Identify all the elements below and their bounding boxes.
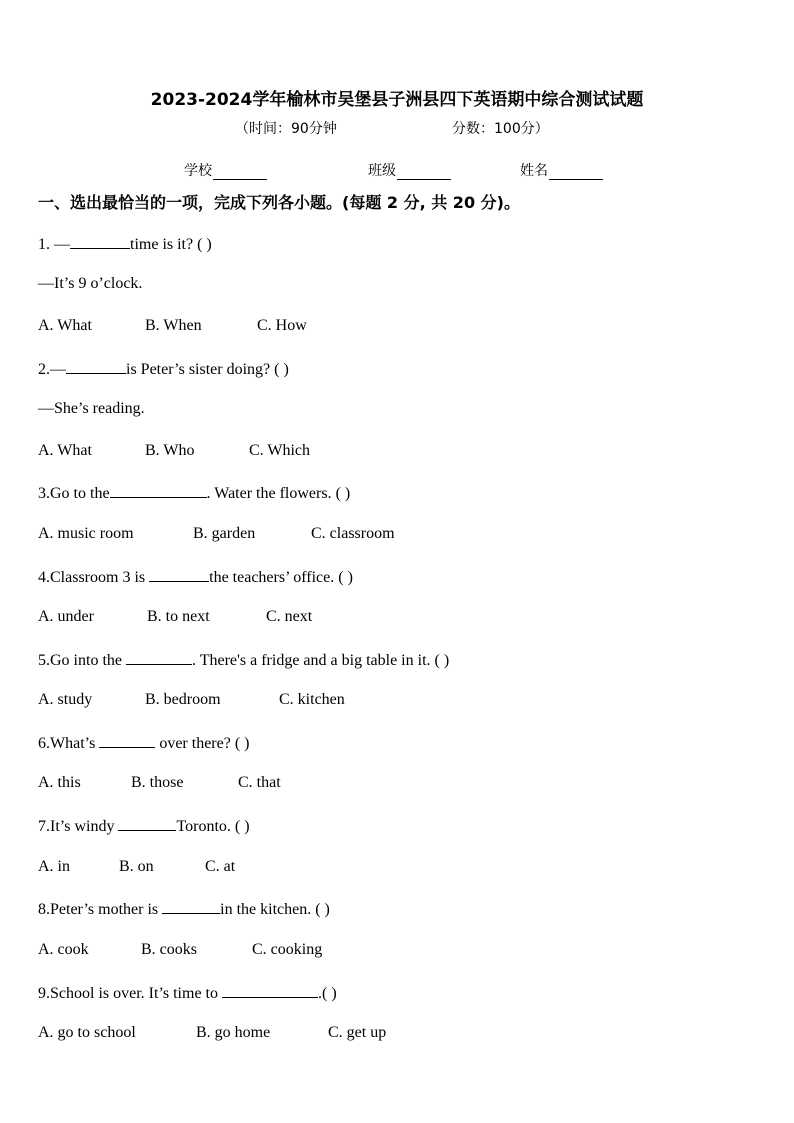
question-text: .( ) [318,985,337,1002]
question-text: time is it? ( ) [130,236,212,253]
question-text: 5.Go into the [38,652,126,669]
question-7 [38,815,250,837]
dialogue-line-2: —She’s reading. [38,400,145,417]
answer-blank[interactable] [99,732,155,748]
question-text: 8.Peter’s mother is [38,901,163,918]
question-text: is Peter’s sister doing? ( ) [126,361,289,378]
option-c[interactable]: C. Which [249,442,311,459]
question-text: . Water the flowers. ( ) [206,485,351,502]
option-c[interactable]: C. next [266,608,313,625]
class-field [368,160,451,180]
option-b[interactable]: B. When [145,317,202,334]
question-text: . There's a fridge and a big table in it. ( ) [192,652,450,669]
option-b[interactable]: B. go home [196,1024,271,1041]
name-field [520,160,603,180]
question-text: 1. — [38,236,70,253]
answer-blank[interactable] [70,233,130,249]
option-b[interactable]: B. Who [145,442,195,459]
question-2 [38,358,289,380]
question-text: 7.It’s windy [38,818,119,835]
option-b[interactable]: B. to next [147,608,210,625]
dialogue-line-1: —It’s 9 o’clock. [38,275,143,292]
name-blank[interactable] [549,165,603,180]
question-text: 3.Go to the [38,485,110,502]
question-text: 9.School is over. It’s time to [38,985,222,1002]
answer-blank[interactable] [118,815,176,831]
question-3 [38,482,350,504]
option-c[interactable]: C. get up [328,1024,387,1041]
answer-blank[interactable] [162,898,220,914]
option-a[interactable]: A. under [38,608,94,625]
option-b[interactable]: B. on [119,858,154,875]
question-1 [38,233,212,255]
answer-blank[interactable] [149,566,209,582]
option-b[interactable]: B. bedroom [145,691,221,708]
question-5 [38,649,449,671]
answer-blank[interactable] [126,649,192,665]
option-c[interactable]: C. at [205,858,236,875]
option-a[interactable]: A. What [38,317,92,334]
option-a[interactable]: A. What [38,442,92,459]
question-9 [38,982,337,1004]
question-8 [38,898,330,920]
answer-blank[interactable] [222,982,318,998]
option-b[interactable]: B. those [131,774,184,791]
option-a[interactable]: A. go to school [38,1024,136,1041]
option-a[interactable]: A. this [38,774,81,791]
option-a[interactable]: A. cook [38,941,89,958]
exam-title: 2023-2024学年榆林市吴堡县子洲县四下英语期中综合测试试题 [150,90,644,110]
question-text: in the kitchen. ( ) [220,901,330,918]
question-text: 6.What’s [38,735,100,752]
exam-score: 分数：100分） [452,121,549,137]
option-a[interactable]: A. in [38,858,70,875]
option-c[interactable]: C. kitchen [279,691,345,708]
section-heading: 一、选出最恰当的一项，完成下列各小题。(每题 2 分, 共 20 分)。 [38,193,520,212]
question-text: the teachers’ office. ( ) [209,569,353,586]
option-c[interactable]: C. cooking [252,941,323,958]
class-label: 班级 [368,163,396,179]
option-b[interactable]: B. garden [193,525,256,542]
question-text: 4.Classroom 3 is [38,569,150,586]
question-text: 2.— [38,361,66,378]
option-c[interactable]: C. How [257,317,307,334]
question-6 [38,732,250,754]
option-c[interactable]: C. classroom [311,525,395,542]
answer-blank[interactable] [66,358,126,374]
option-a[interactable]: A. music room [38,525,134,542]
answer-blank[interactable] [110,482,207,498]
school-field [184,160,267,180]
name-label: 姓名 [520,163,548,179]
option-b[interactable]: B. cooks [141,941,197,958]
class-blank[interactable] [397,165,451,180]
school-blank[interactable] [213,165,267,180]
school-label: 学校 [184,163,212,179]
question-4 [38,566,353,588]
option-a[interactable]: A. study [38,691,93,708]
question-text: over there? ( ) [155,735,250,752]
option-c[interactable]: C. that [238,774,281,791]
exam-time: （时间：90分钟 [235,121,337,137]
question-text: Toronto. ( ) [176,818,250,835]
